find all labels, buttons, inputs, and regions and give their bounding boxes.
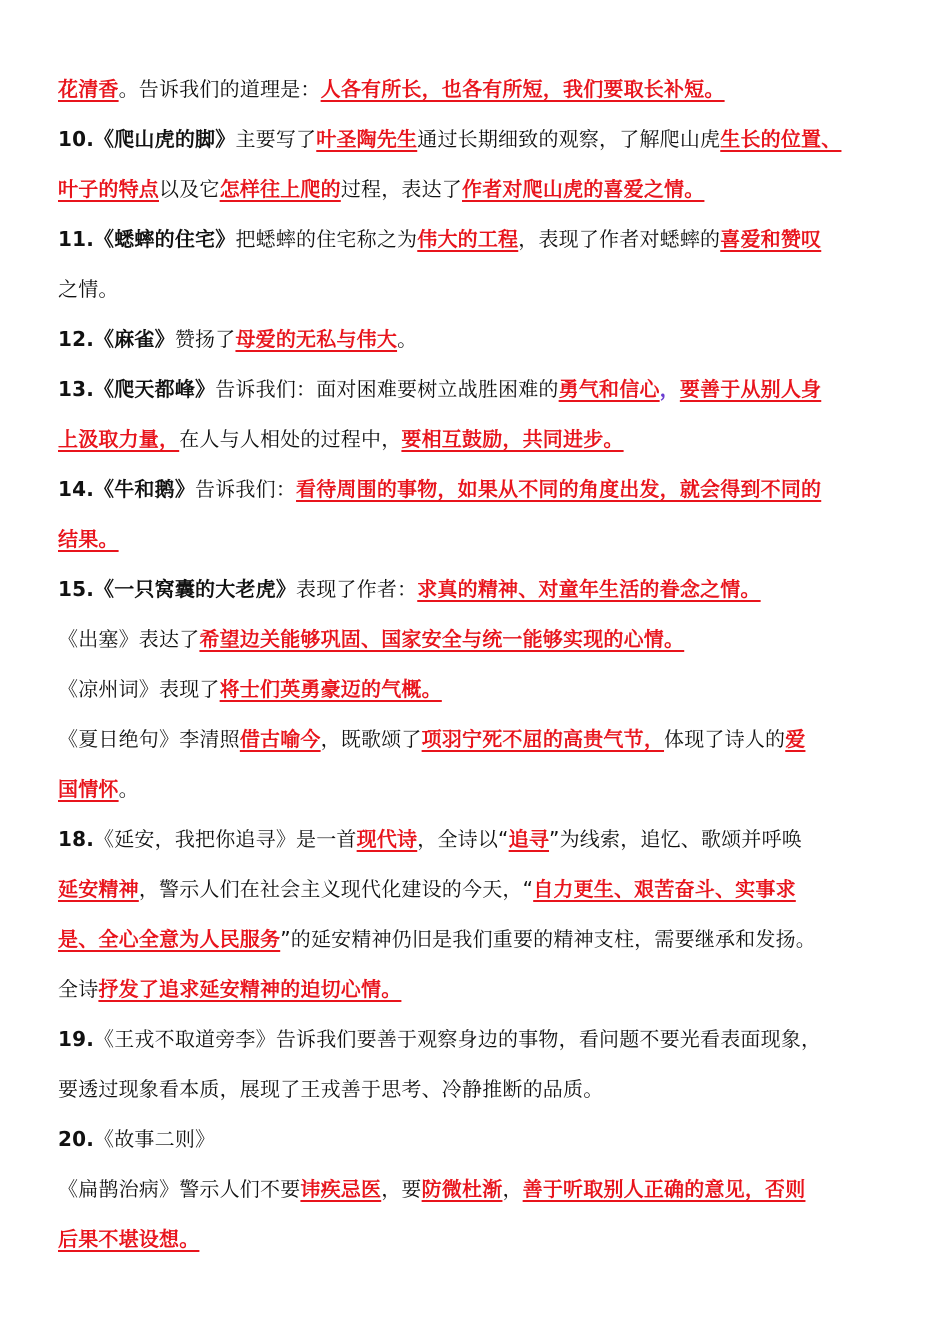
answer-highlight: 是、全心全意为人民服务 (58, 927, 281, 951)
text-line (58, 1014, 898, 1064)
item-number: 10. (58, 127, 95, 151)
item-number: 13. (58, 377, 95, 401)
answer-highlight: 勇气和信心 (558, 377, 660, 401)
text-line (58, 664, 898, 714)
answer-highlight: 抒发了追求延安精神的迫切心情。 (98, 977, 402, 1001)
title-text: 《爬山虎的脚》 (94, 127, 236, 151)
item-number: 14. (58, 477, 95, 501)
body-text: 《扁鹊治病》警示人们不要 (58, 1177, 301, 1201)
body-text: 《出塞》表达了 (58, 627, 200, 651)
body-text: 主要写了 (235, 127, 317, 151)
answer-highlight: 看待周围的事物，如果从不同的角度出发，就会得到不同的 (296, 477, 822, 501)
body-text: ， (502, 1177, 523, 1201)
body-text: 全诗 (58, 977, 99, 1001)
body-text: 告诉我们： (195, 477, 297, 501)
answer-highlight: 借古喻今 (239, 727, 321, 751)
text-line (58, 314, 898, 364)
answer-highlight: 自力更生、艰苦奋斗、实事求 (533, 877, 796, 901)
body-text: ，表现了作者对蟋蟀的 (518, 227, 721, 251)
text-line (58, 514, 898, 564)
answer-highlight: 叶圣陶先生 (316, 127, 418, 151)
title-text: 《爬天都峰》 (94, 377, 216, 401)
body-text: 《夏日绝句》李清照 (58, 727, 240, 751)
text-line (58, 1214, 898, 1264)
body-text: ”为线索，追忆、歌颂并呼唤 (549, 827, 802, 851)
answer-highlight: 伟大的工程 (417, 227, 519, 251)
answer-highlight: 要相互鼓励，共同进步。 (401, 427, 624, 451)
answer-highlight: 善于听取别人正确的意见，否则 (522, 1177, 806, 1201)
text-line (58, 364, 898, 414)
body-text: 《凉州词》表现了 (58, 677, 220, 701)
text-line (58, 564, 898, 614)
body-text: 。 (118, 777, 139, 801)
item-number: 11. (58, 227, 95, 251)
body-text: ，警示人们在社会主义现代化建设的今天，“ (138, 877, 534, 901)
text-line (58, 1064, 898, 1114)
answer-highlight: 希望边关能够巩固、国家安全与统一能够实现的心情。 (199, 627, 685, 651)
answer-highlight: 后果不堪设想。 (58, 1227, 200, 1251)
text-line (58, 914, 898, 964)
body-text: 《故事二则》 (94, 1127, 216, 1151)
item-number: 18. (58, 827, 95, 851)
text-line (58, 864, 898, 914)
answer-highlight: 怎样往上爬的 (219, 177, 341, 201)
body-text: ，全诗以“ (417, 827, 509, 851)
punctuation: ， (659, 377, 680, 401)
answer-highlight: 求真的精神、对童年生活的眷念之情。 (417, 577, 761, 601)
answer-highlight: 讳疾忌医 (300, 1177, 382, 1201)
body-text: 告诉我们：面对困难要树立战胜困难的 (215, 377, 559, 401)
item-number: 15. (58, 577, 95, 601)
answer-highlight: 叶子的特点 (58, 177, 159, 201)
item-number: 20. (58, 1127, 95, 1151)
body-text: ，要 (381, 1177, 422, 1201)
body-text: 。 (397, 327, 418, 351)
answer-highlight: 现代诗 (356, 827, 418, 851)
item-number: 12. (58, 327, 95, 351)
text-line (58, 264, 898, 314)
answer-highlight: 项羽宁死不屈的高贵气节， (421, 727, 665, 751)
answer-highlight: 将士们英勇豪迈的气概。 (219, 677, 442, 701)
answer-highlight: 结果。 (58, 527, 119, 551)
title-text: 《牛和鹅》 (94, 477, 196, 501)
text-line (58, 414, 898, 464)
title-text: 《蟋蟀的住宅》 (94, 227, 236, 251)
answer-highlight: 喜爱和赞叹 (720, 227, 822, 251)
text-line (58, 1114, 898, 1164)
document-page (58, 64, 898, 1264)
body-text: 过程，表达了 (340, 177, 463, 201)
text-line (58, 114, 898, 164)
text-line (58, 814, 898, 864)
answer-highlight: 人各有所长，也各有所短，我们要取长补短。 (320, 77, 725, 101)
body-text: 赞扬了 (174, 327, 236, 351)
answer-highlight: 防微杜渐 (421, 1177, 503, 1201)
answer-highlight: 爱 (785, 727, 806, 751)
body-text: 把蟋蟀的住宅称之为 (235, 227, 418, 251)
answer-highlight: 国情怀 (58, 777, 119, 801)
text-line (58, 614, 898, 664)
answer-highlight: 作者对爬山虎的喜爱之情。 (462, 177, 705, 201)
title-text: 《一只窝囊的大老虎》 (94, 577, 297, 601)
body-text: 要透过现象看本质，展现了王戎善于思考、冷静推断的品质。 (58, 1077, 604, 1101)
body-text: 表现了作者： (296, 577, 418, 601)
answer-highlight: 上汲取力量， (58, 427, 180, 451)
body-text: 在人与人相处的过程中， (179, 427, 402, 451)
text-line (58, 1164, 898, 1214)
body-text: 体现了诗人的 (664, 727, 786, 751)
body-text: ，既歌颂了 (320, 727, 422, 751)
text-line (58, 714, 898, 764)
answer-highlight: 母爱的无私与伟大 (235, 327, 398, 351)
text-line (58, 464, 898, 514)
text-line (58, 764, 898, 814)
text-line (58, 164, 898, 214)
body-text: 《延安，我把你追寻》是一首 (94, 827, 357, 851)
body-text: 通过长期细致的观察，了解爬山虎 (417, 127, 721, 151)
body-text: 。告诉我们的道理是： (118, 77, 321, 101)
title-text: 《麻雀》 (94, 327, 175, 351)
text-line (58, 214, 898, 264)
answer-highlight: 延安精神 (58, 877, 139, 901)
body-text: 以及它 (159, 177, 220, 201)
item-number: 19. (58, 1027, 95, 1051)
answer-highlight: 追寻 (508, 827, 550, 851)
text-line (58, 64, 898, 114)
text-line (58, 964, 898, 1014)
answer-highlight: 生长的位置、 (720, 127, 842, 151)
body-text: 《王戎不取道旁李》告诉我们要善于观察身边的事物，看问题不要光看表面现象， (94, 1027, 822, 1051)
body-text: 之情。 (58, 277, 119, 301)
answer-highlight: 要善于从别人身 (679, 377, 822, 401)
answer-highlight: 花清香 (58, 77, 119, 101)
body-text: ”的延安精神仍旧是我们重要的精神支柱，需要继承和发扬。 (280, 927, 816, 951)
